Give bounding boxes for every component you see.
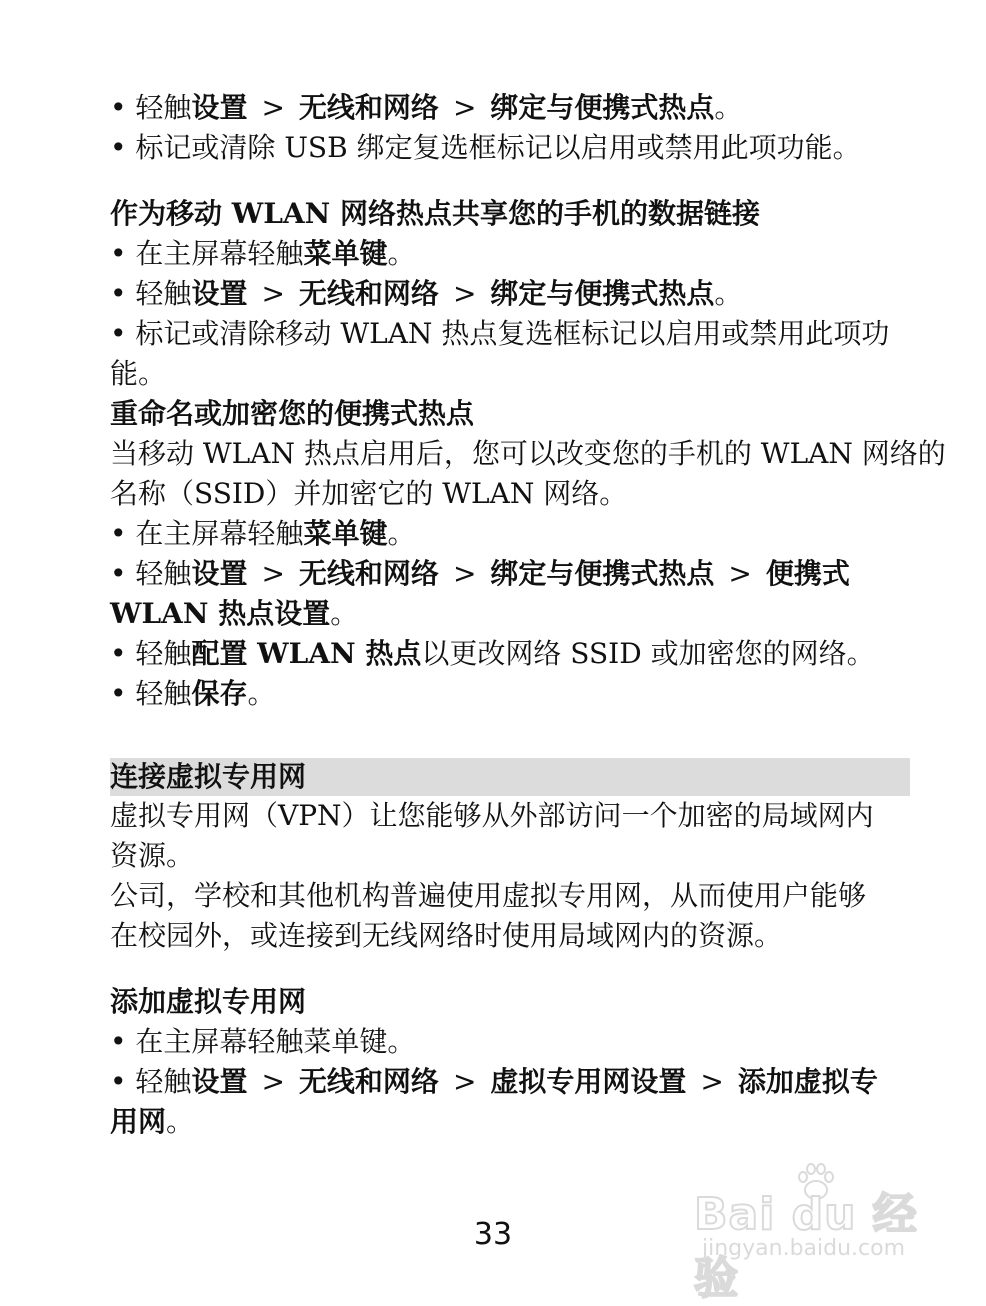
bullet-mark: • — [110, 277, 127, 310]
bullet-mark: • — [110, 131, 127, 164]
document-page — [110, 88, 946, 1142]
subheading: 添加虚拟专用网 — [110, 985, 307, 1018]
arrow-separator: > — [452, 277, 477, 310]
section-title: 连接虚拟专用网 — [110, 758, 910, 796]
bullet-mark: • — [110, 91, 127, 124]
bullet-mark: • — [110, 557, 127, 590]
arrow-separator: > — [700, 1065, 724, 1098]
subheading: 重命名或加密您的便携式热点 — [110, 397, 475, 430]
paragraph-line: 当移动 WLAN 热点启用后，您可以改变您的手机的 WLAN 网络的 — [110, 437, 946, 470]
bullet-mark: • — [110, 1065, 127, 1098]
bullet-mark: • — [110, 517, 127, 550]
paragraph-line: 名称（SSID）并加密它的 WLAN 网络。 — [110, 477, 628, 510]
arrow-separator: > — [452, 557, 477, 590]
bullet-mark: • — [110, 237, 127, 270]
baidu-jingyan-watermark — [694, 1160, 924, 1304]
bullet-line: • 轻触保存。 — [110, 677, 276, 710]
paragraph-line: 资源。 — [110, 839, 195, 872]
bullet-line: • 在主屏幕轻触菜单键。 — [110, 237, 416, 270]
bullet-line-continuation: 用网。 — [110, 1105, 195, 1138]
page-number: 33 — [473, 1217, 513, 1252]
arrow-separator: > — [452, 91, 477, 124]
arrow-separator: > — [261, 91, 285, 124]
watermark-url: jingyan.baidu.com — [702, 1236, 906, 1261]
arrow-separator: > — [261, 557, 285, 590]
bullet-line-continuation: WLAN 热点设置。 — [110, 597, 359, 630]
bullet-line: • 轻触配置 WLAN 热点以更改网络 SSID 或加密您的网络。 — [110, 637, 875, 670]
bullet-mark: • — [110, 1025, 127, 1058]
bullet-line: • 轻触设置 > 无线和网络 > 虚拟专用网设置 > 添加虚拟专 — [110, 1065, 878, 1098]
watermark-brand: Bai du 经验 — [694, 1189, 918, 1304]
arrow-separator: > — [261, 277, 285, 310]
paragraph-line: 公司，学校和其他机构普遍使用虚拟专用网，从而使用户能够 — [110, 879, 867, 912]
arrow-separator: > — [261, 1065, 285, 1098]
bullet-line: • 在主屏幕轻触菜单键。 — [110, 1025, 416, 1058]
bullet-line: • 标记或清除 USB 绑定复选框标记以启用或禁用此项功能。 — [110, 131, 861, 164]
paragraph-line: 虚拟专用网（VPN）让您能够从外部访问一个加密的局域网内 — [110, 799, 874, 832]
bullet-mark: • — [110, 677, 127, 710]
bullet-mark: • — [110, 317, 127, 350]
bullet-line: • 轻触设置 > 无线和网络 > 绑定与便携式热点。 — [110, 277, 743, 310]
bullet-line: • 在主屏幕轻触菜单键。 — [110, 517, 416, 550]
bullet-line-continuation: 能。 — [110, 357, 167, 390]
arrow-separator: > — [452, 1065, 477, 1098]
subheading: 作为移动 WLAN 网络热点共享您的手机的数据链接 — [110, 197, 760, 230]
paragraph-line: 在校园外，或连接到无线网络时使用局域网内的资源。 — [110, 919, 783, 952]
bullet-line: • 轻触设置 > 无线和网络 > 绑定与便携式热点。 — [110, 91, 743, 124]
arrow-separator: > — [728, 557, 752, 590]
bullet-mark: • — [110, 637, 127, 670]
bullet-line: • 轻触设置 > 无线和网络 > 绑定与便携式热点 > 便携式 — [110, 557, 850, 590]
bullet-line: • 标记或清除移动 WLAN 热点复选框标记以启用或禁用此项功 — [110, 317, 890, 350]
